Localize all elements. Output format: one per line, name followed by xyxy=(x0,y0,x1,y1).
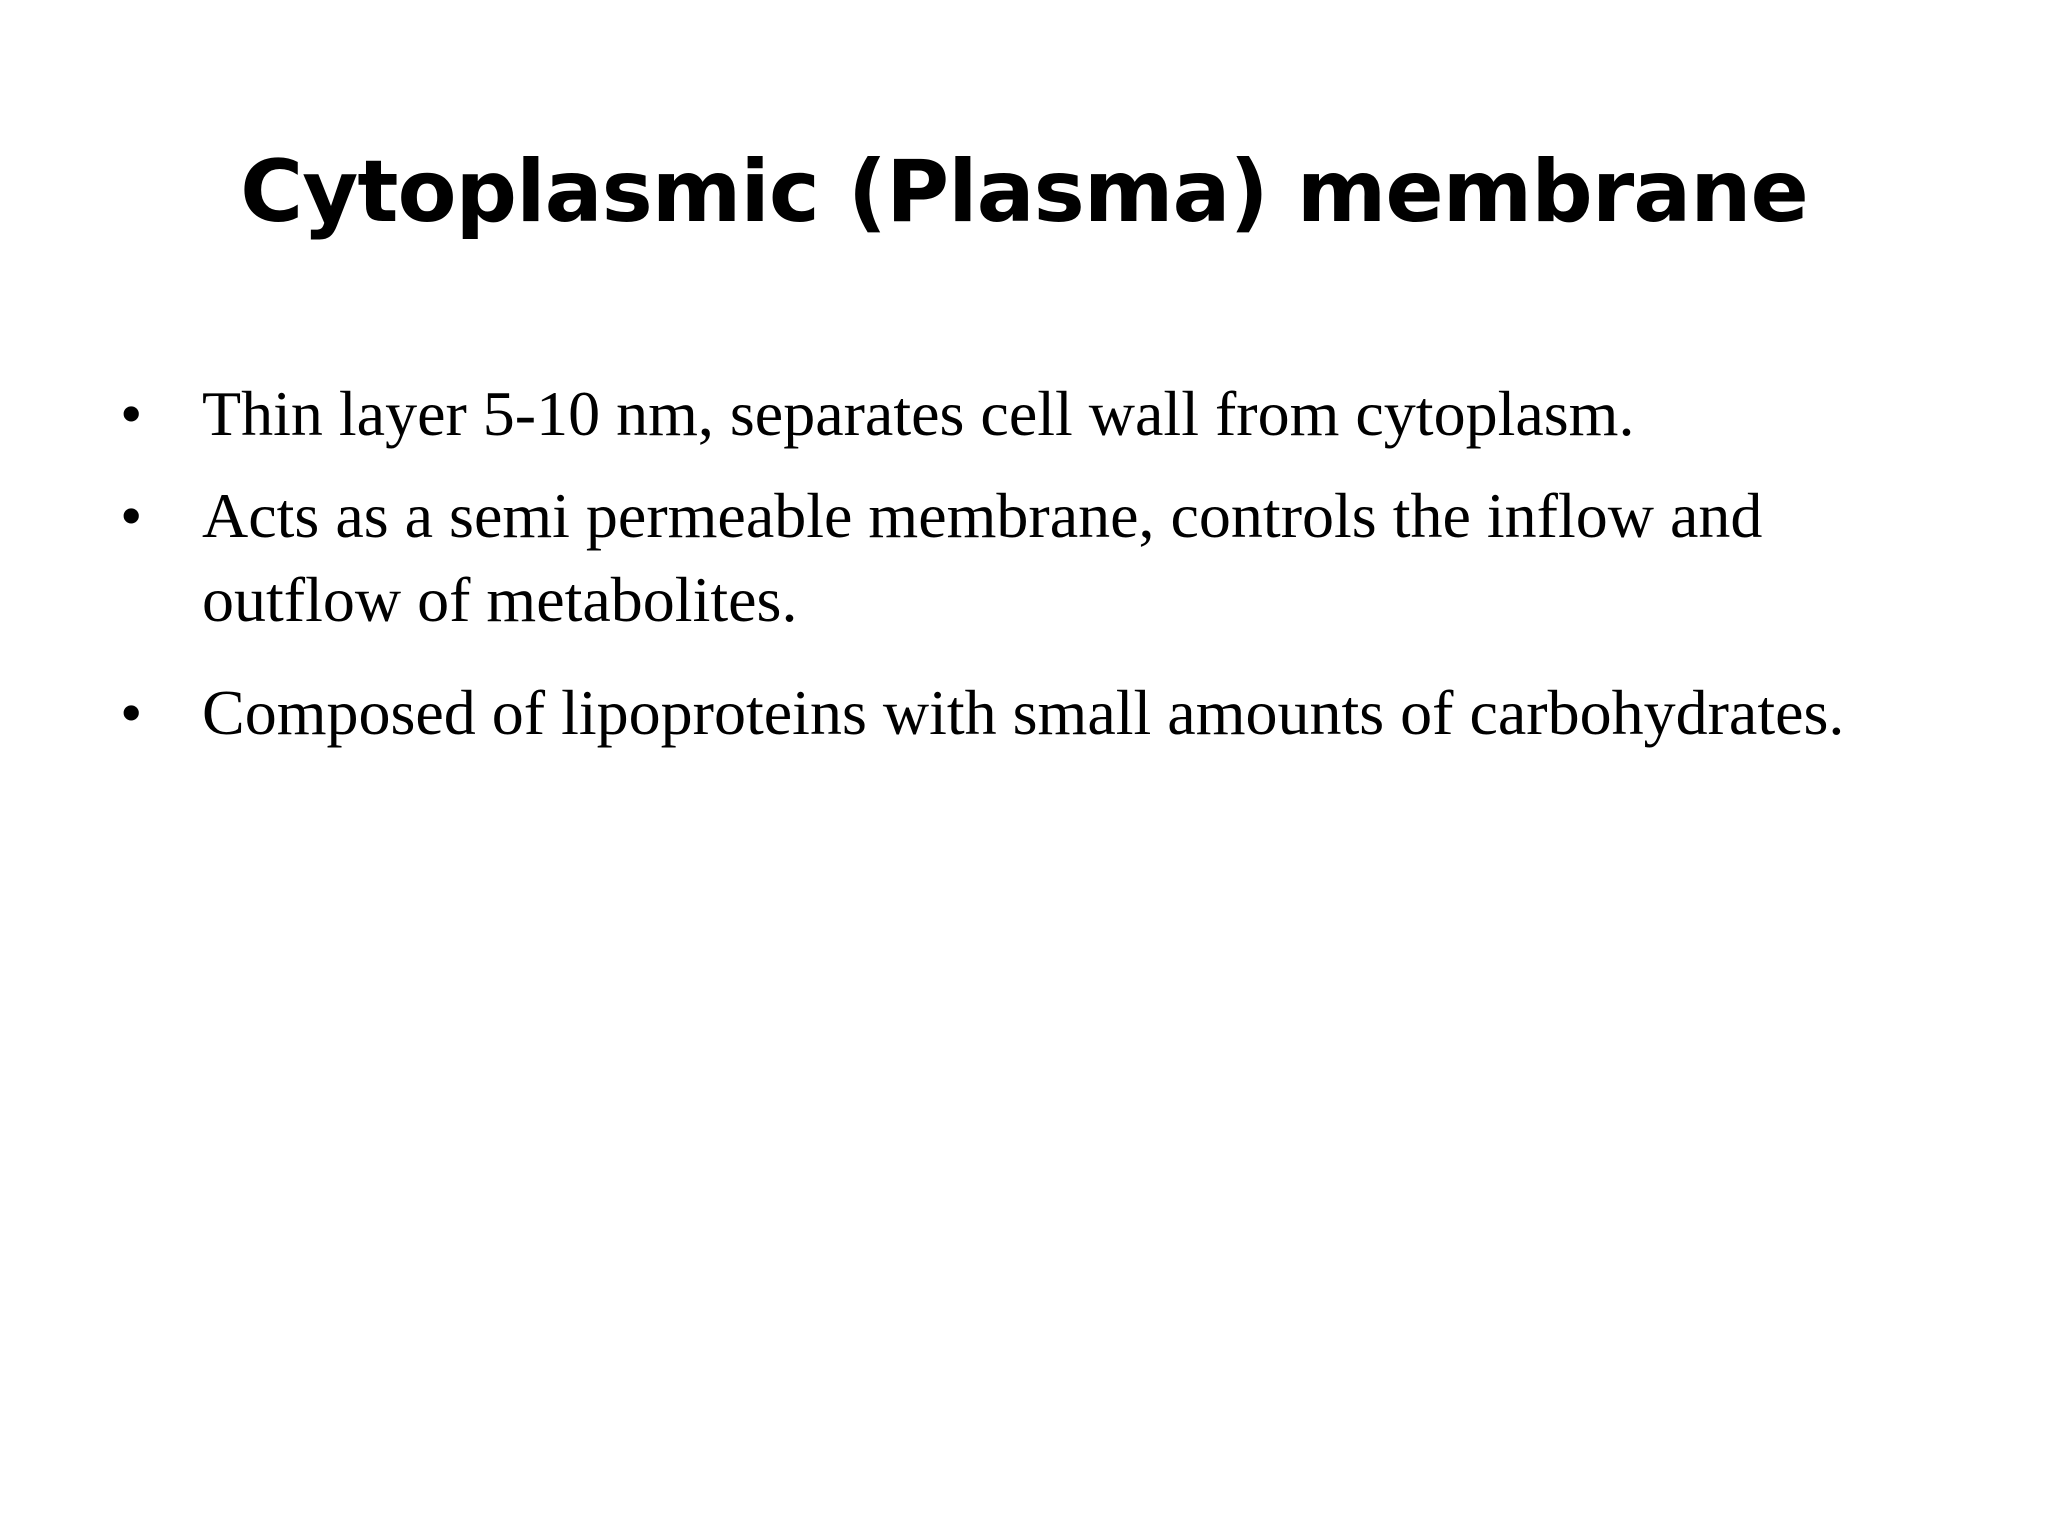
bullet-icon: • xyxy=(120,480,143,551)
bullet-text: Composed of lipoproteins with small amounts of carbohydrates. xyxy=(202,677,1845,748)
bullet-icon: • xyxy=(120,378,143,449)
bullet-text: Acts as a semi permeable membrane, controls the inflow and outflow of metabolites. xyxy=(202,480,1763,635)
bullet-icon: • xyxy=(120,677,143,748)
slide-title: Cytoplasmic (Plasma) membrane xyxy=(240,142,1808,242)
bullet-item xyxy=(120,474,1920,642)
bullet-list xyxy=(120,372,1920,784)
bullet-item xyxy=(120,660,1920,766)
bullet-item xyxy=(120,372,1920,456)
bullet-text: Thin layer 5-10 nm, separates cell wall from cytoplasm. xyxy=(202,378,1635,449)
